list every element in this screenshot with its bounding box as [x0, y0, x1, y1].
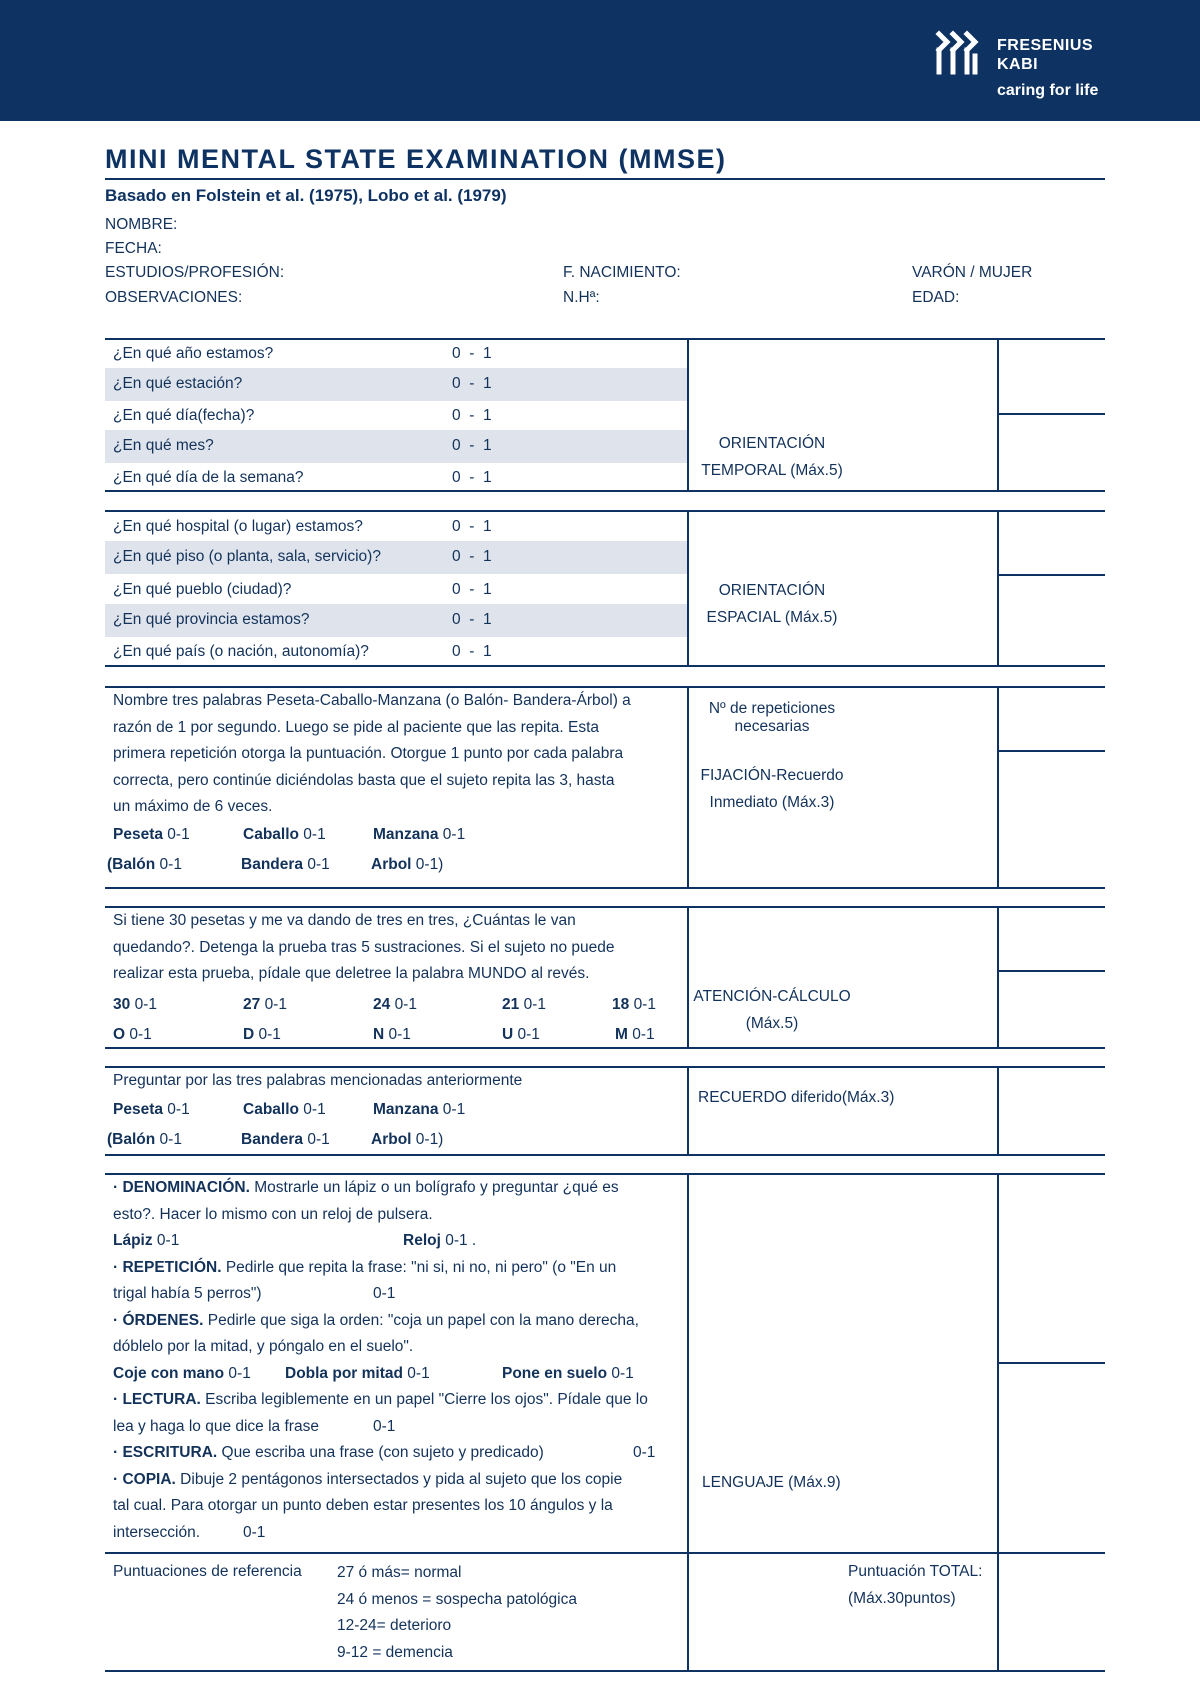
- section-label-temporal: [688, 430, 856, 484]
- score-cell-divider: [998, 970, 1105, 972]
- escritura-line: · ESCRITURA. Que escriba una frase (con sujeto y predicado) 0-1: [113, 1440, 693, 1467]
- letter-item[interactable]: U 0-1: [502, 1026, 540, 1043]
- subtraction-item[interactable]: 24 0-1: [373, 996, 417, 1013]
- section-divider: [105, 1154, 1105, 1156]
- section-label-line: ATENCIÓN-CÁLCULO: [693, 988, 851, 1005]
- section-label-atencion: [692, 983, 852, 1037]
- reference-label: Puntuaciones de referencia: [113, 1563, 302, 1580]
- word-item[interactable]: Bandera 0-1: [241, 1131, 330, 1148]
- escritura-score[interactable]: 0-1: [633, 1444, 656, 1461]
- lapiz-item[interactable]: Lápiz 0-1: [113, 1232, 180, 1249]
- section-label-espacial: [688, 577, 856, 631]
- reference-item: 27 ó más= normal: [337, 1564, 462, 1581]
- word-item[interactable]: Manzana 0-1: [373, 826, 466, 843]
- question-score[interactable]: 0 - 1: [452, 375, 492, 392]
- brand-tagline: caring for life: [997, 82, 1099, 99]
- lenguaje-instructions: [113, 1175, 693, 1546]
- ordenes-scores: [113, 1361, 693, 1388]
- question-text: ¿En qué día(fecha)?: [113, 407, 255, 424]
- question-score[interactable]: 0 - 1: [452, 581, 492, 598]
- column-divider: [997, 1552, 999, 1672]
- column-divider: [997, 338, 999, 492]
- section-divider: [105, 887, 1105, 889]
- question-row: [105, 368, 687, 401]
- question-score[interactable]: 0 - 1: [452, 345, 492, 362]
- question-score[interactable]: 0 - 1: [452, 407, 492, 424]
- column-divider: [687, 1173, 689, 1554]
- question-score[interactable]: 0 - 1: [452, 611, 492, 628]
- copia-score[interactable]: 0-1: [243, 1523, 266, 1541]
- section-label-line: necesarias: [734, 718, 810, 735]
- instruction-line: razón de 1 por segundo. Luego se pide al paciente que las repita. Esta: [113, 718, 600, 736]
- fresenius-kabi-logo-icon: [935, 30, 987, 76]
- section-label-line: ORIENTACIÓN: [718, 582, 826, 599]
- question-row: [105, 400, 687, 433]
- letter-item[interactable]: D 0-1: [243, 1026, 281, 1043]
- recuerdo-instructions: Preguntar por las tres palabras mencionadas anteriormente: [113, 1072, 523, 1089]
- subtraction-item[interactable]: 30 0-1: [113, 996, 157, 1013]
- lectura-line: · LECTURA. Escriba legiblemente en un papel "Cierre los ojos". Pídale que lo: [113, 1391, 648, 1408]
- subtraction-item[interactable]: 21 0-1: [502, 996, 546, 1013]
- column-divider: [997, 906, 999, 1049]
- column-divider: [687, 906, 689, 1049]
- reference-scores: [337, 1560, 677, 1666]
- section-label-lenguaje: LENGUAJE (Máx.9): [702, 1474, 841, 1491]
- question-row: [105, 604, 687, 637]
- word-item[interactable]: (Balón 0-1: [107, 1131, 182, 1148]
- column-divider: [687, 1552, 689, 1672]
- field-estudios[interactable]: ESTUDIOS/PROFESIÓN:: [105, 264, 285, 281]
- section-label-fijacion: [690, 762, 854, 816]
- score-cell-divider: [998, 1362, 1105, 1364]
- section-label-line: TEMPORAL (Máx.5): [701, 462, 843, 479]
- header-band: [0, 0, 1200, 121]
- pone-item[interactable]: Pone en suelo 0-1: [502, 1364, 634, 1382]
- reloj-item[interactable]: Reloj 0-1 .: [403, 1232, 477, 1249]
- section-label-line: Puntuación TOTAL:: [848, 1563, 983, 1580]
- score-cell-divider: [998, 413, 1105, 415]
- section-label-line: Inmediato (Máx.3): [709, 794, 835, 811]
- copia-line: · COPIA. Dibuje 2 pentágonos intersectados y pida al sujeto que los copie: [113, 1470, 623, 1488]
- instruction-line: quedando?. Detenga la prueba tras 5 sustraciones. Si el sujeto no puede: [113, 938, 615, 956]
- instruction-line: Si tiene 30 pesetas y me va dando de tres en tres, ¿Cuántas le van: [113, 912, 576, 929]
- question-score[interactable]: 0 - 1: [452, 548, 492, 565]
- column-divider: [687, 1066, 689, 1156]
- repeticion-score[interactable]: 0-1: [373, 1285, 396, 1302]
- question-text: ¿En qué provincia estamos?: [113, 611, 310, 628]
- copia-line: intersección. 0-1: [113, 1520, 693, 1547]
- question-text: ¿En qué día de la semana?: [113, 469, 304, 486]
- question-score[interactable]: 0 - 1: [452, 643, 492, 660]
- lectura-line: lea y haga lo que dice la frase 0-1: [113, 1414, 693, 1441]
- section-label-line: (Máx.5): [745, 1015, 799, 1032]
- score-cell-divider: [998, 750, 1105, 752]
- question-text: ¿En qué país (o nación, autonomía)?: [113, 643, 369, 660]
- question-row: [105, 574, 687, 607]
- reference-item: 24 ó menos = sospecha patológica: [337, 1590, 577, 1608]
- ordenes-line: · ÓRDENES. Pedirle que siga la orden: "coja un papel con la mano derecha,: [113, 1311, 639, 1329]
- repeticion-line: · REPETICIÓN. Pedirle que repita la frase: "ni si, ni no, ni pero" (o "En un: [113, 1258, 617, 1276]
- lectura-score[interactable]: 0-1: [373, 1417, 396, 1435]
- question-text: ¿En qué hospital (o lugar) estamos?: [113, 518, 363, 535]
- question-row: [105, 541, 687, 574]
- section-divider: [105, 490, 1105, 492]
- fijacion-instructions: [113, 688, 683, 821]
- column-divider: [997, 1066, 999, 1156]
- field-nacimiento[interactable]: F. NACIMIENTO:: [563, 264, 681, 281]
- denominacion-line: · DENOMINACIÓN. Mostrarle un lápiz o un bolígrafo y preguntar ¿qué es: [113, 1179, 619, 1196]
- field-edad[interactable]: EDAD:: [912, 289, 960, 306]
- column-divider: [687, 338, 689, 492]
- section-divider: [105, 1047, 1105, 1049]
- word-item[interactable]: Manzana 0-1: [373, 1101, 466, 1118]
- section-label-line: ORIENTACIÓN: [718, 435, 826, 452]
- question-text: ¿En qué estación?: [113, 375, 243, 392]
- word-item[interactable]: Bandera 0-1: [241, 856, 330, 873]
- field-fecha[interactable]: FECHA:: [105, 240, 162, 257]
- instruction-line: realizar esta prueba, pídale que deletree la palabra MUNDO al revés.: [113, 965, 590, 982]
- reference-item: 12-24= deterioro: [337, 1617, 452, 1634]
- brand-name: FRESENIUS KABI: [997, 37, 1094, 73]
- section-divider: [105, 1670, 1105, 1672]
- question-score[interactable]: 0 - 1: [452, 469, 492, 486]
- score-cell-divider: [998, 574, 1105, 576]
- copia-line: tal cual. Para otorgar un punto deben estar presentes los 10 ángulos y la: [113, 1497, 613, 1514]
- page-subtitle: Basado en Folstein et al. (1975), Lobo et al. (1979): [105, 186, 507, 205]
- coje-item[interactable]: Coje con mano 0-1: [113, 1364, 251, 1382]
- word-item[interactable]: Arbol 0-1): [371, 1131, 444, 1148]
- fresenius-logo: [935, 28, 1125, 108]
- question-row: [105, 511, 687, 544]
- field-observaciones[interactable]: OBSERVACIONES:: [105, 289, 243, 306]
- question-text: ¿En qué año estamos?: [113, 345, 274, 362]
- question-text: ¿En qué mes?: [113, 437, 214, 454]
- section-label-recuerdo: RECUERDO diferido(Máx.3): [698, 1089, 895, 1106]
- instruction-line: un máximo de 6 veces.: [113, 798, 273, 815]
- column-divider: [997, 686, 999, 889]
- word-item[interactable]: Caballo 0-1: [243, 1101, 326, 1118]
- question-row: [105, 430, 687, 463]
- reference-item: 9-12 = demencia: [337, 1643, 453, 1661]
- word-item[interactable]: Peseta 0-1: [113, 1101, 190, 1118]
- repeticion-line: trigal había 5 perros") 0-1: [113, 1281, 693, 1308]
- column-divider: [687, 510, 689, 667]
- dobla-item[interactable]: Dobla por mitad 0-1: [285, 1364, 430, 1382]
- section-divider: [105, 1066, 1105, 1068]
- word-item[interactable]: Peseta 0-1: [113, 826, 190, 843]
- section-label-line: Nº de repeticiones: [708, 700, 836, 717]
- ordenes-line: dóblelo por la mitad, y póngalo en el suelo".: [113, 1338, 414, 1355]
- denominacion-scores: [113, 1228, 693, 1255]
- word-item[interactable]: (Balón 0-1: [107, 856, 182, 873]
- word-item[interactable]: Arbol 0-1): [371, 856, 444, 873]
- section-divider: [105, 1552, 1105, 1554]
- question-text: ¿En qué pueblo (ciudad)?: [113, 581, 292, 598]
- letter-item[interactable]: N 0-1: [373, 1026, 411, 1043]
- section-label-line: (Máx.30puntos): [848, 1590, 956, 1607]
- repetitions-label: [692, 700, 852, 736]
- instruction-line: Nombre tres palabras Peseta-Caballo-Manzana (o Balón- Bandera-Árbol) a: [113, 692, 631, 709]
- field-nombre[interactable]: NOMBRE:: [105, 216, 178, 233]
- column-divider: [687, 686, 689, 889]
- denominacion-line: esto?. Hacer lo mismo con un reloj de pulsera.: [113, 1205, 433, 1223]
- atencion-instructions: [113, 908, 683, 988]
- field-nh[interactable]: N.Hª:: [563, 289, 600, 306]
- letter-item[interactable]: O 0-1: [113, 1026, 152, 1043]
- section-label-line: ESPACIAL (Máx.5): [706, 609, 838, 626]
- title-divider: [105, 178, 1105, 180]
- instruction-line: primera repetición otorga la puntuación. Otorgue 1 punto por cada palabra: [113, 745, 624, 762]
- field-sexo[interactable]: VARÓN / MUJER: [912, 264, 1033, 281]
- total-label: [848, 1558, 982, 1612]
- subtraction-item[interactable]: 18 0-1: [612, 996, 656, 1013]
- question-text: ¿En qué piso (o planta, sala, servicio)?: [113, 548, 381, 565]
- section-label-line: FIJACIÓN-Recuerdo: [700, 767, 844, 784]
- page-title: MINI MENTAL STATE EXAMINATION (MMSE): [105, 144, 727, 174]
- question-score[interactable]: 0 - 1: [452, 437, 492, 454]
- instruction-line: correcta, pero continúe diciéndolas basta que el sujeto repita las 3, hasta: [113, 771, 615, 789]
- section-divider: [105, 665, 1105, 667]
- column-divider: [997, 510, 999, 667]
- question-score[interactable]: 0 - 1: [452, 518, 492, 535]
- subtraction-item[interactable]: 27 0-1: [243, 996, 287, 1013]
- question-row: [105, 338, 687, 371]
- letter-item[interactable]: M 0-1: [615, 1026, 655, 1043]
- word-item[interactable]: Caballo 0-1: [243, 826, 326, 843]
- column-divider: [997, 1173, 999, 1554]
